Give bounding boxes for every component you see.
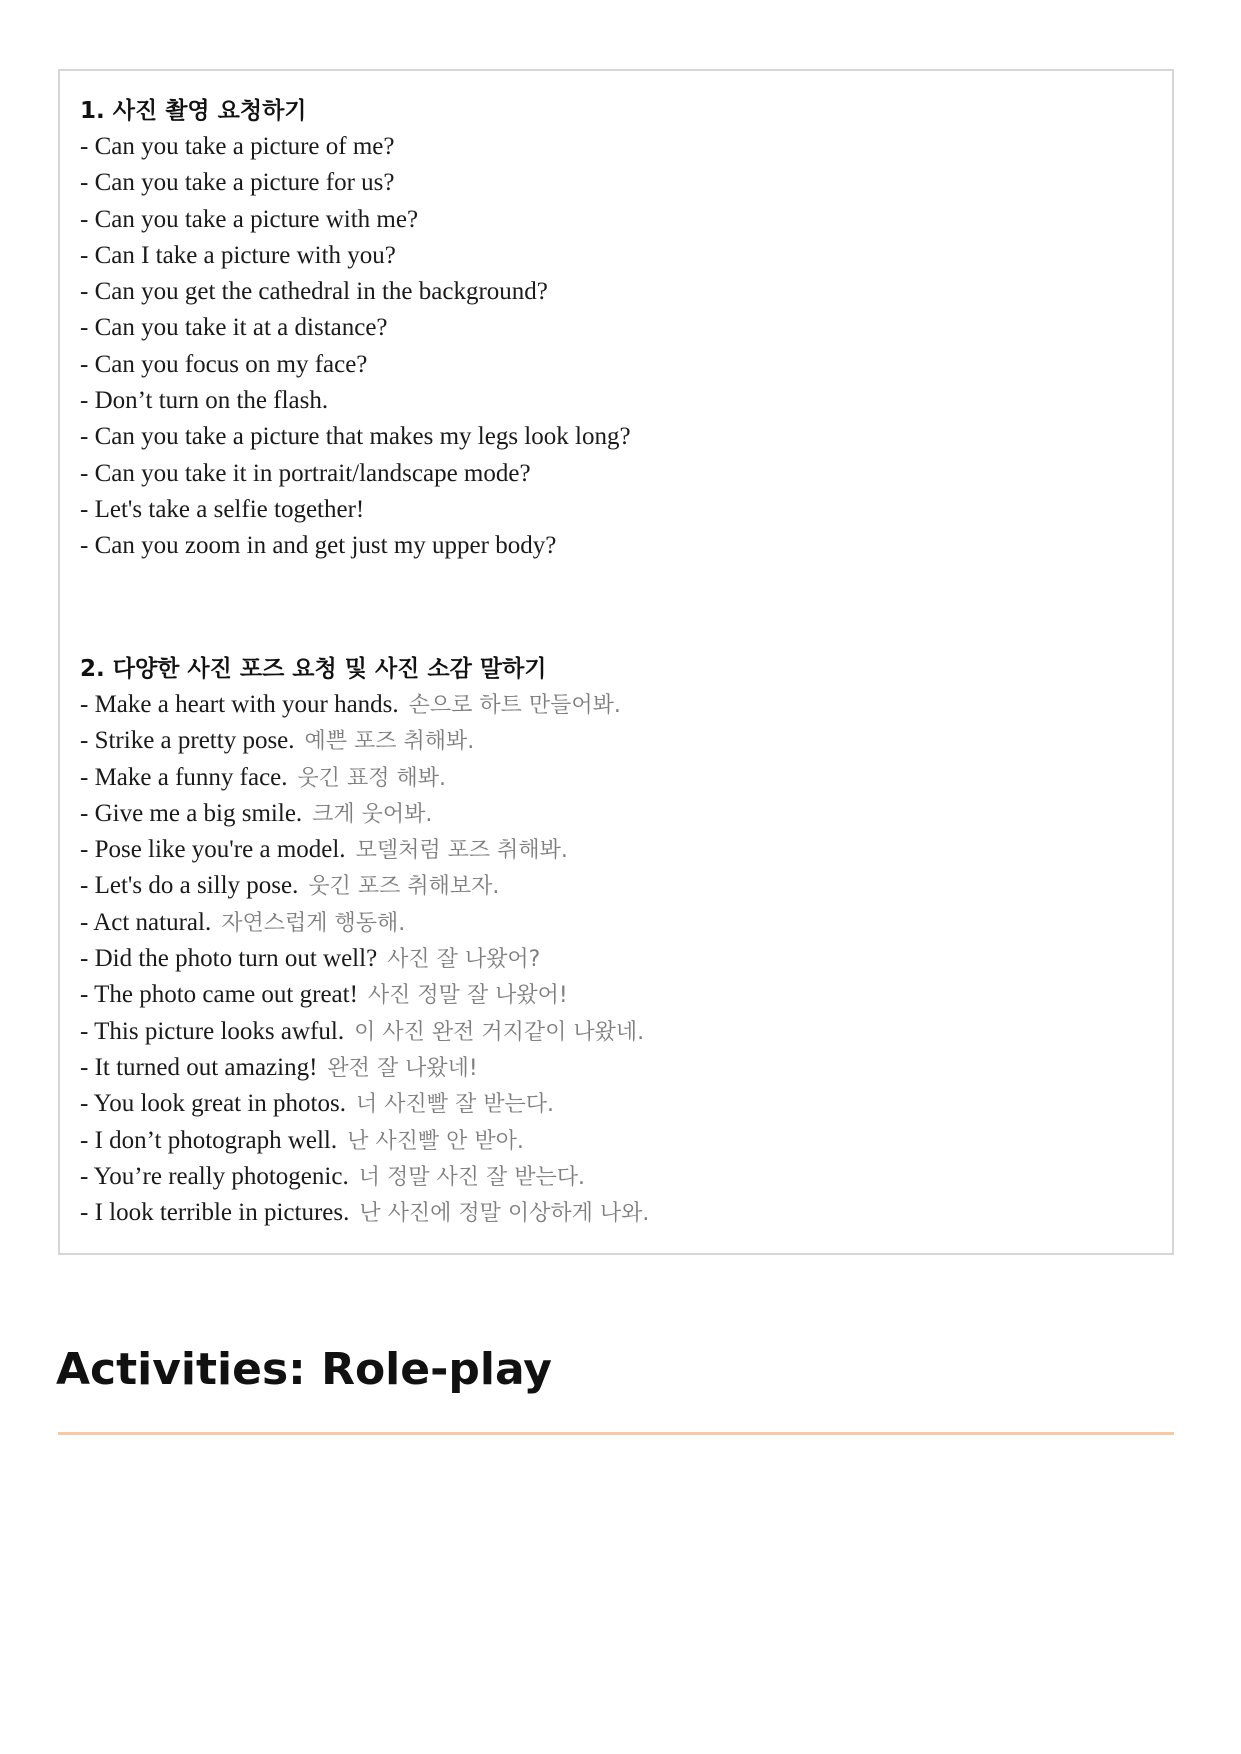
- korean-translation: 난 사진에 정말 이상하게 나와.: [359, 1201, 650, 1227]
- section-1-list: [80, 129, 1152, 565]
- expression-line: [80, 1014, 1152, 1050]
- expression-line: - Can you take a picture with me?: [80, 205, 419, 233]
- expression-line: [80, 905, 1152, 941]
- korean-translation: 모델처럼 포즈 취해봐.: [355, 838, 568, 864]
- english-text: - Make a funny face.: [80, 763, 288, 791]
- expression-line: - Let's take a selfie together!: [80, 495, 365, 523]
- english-text: - Did the photo turn out well?: [80, 945, 378, 973]
- korean-translation: 이 사진 완전 거지같이 나왔네.: [354, 1019, 645, 1045]
- expression-line: - Can you zoom in and get just my upper body?: [80, 532, 557, 560]
- english-text: - Act natural.: [80, 908, 212, 936]
- expression-line: [80, 1050, 1152, 1086]
- english-text: - I don’t photograph well.: [80, 1126, 338, 1154]
- expression-line: [80, 1159, 1152, 1195]
- section-photo-requests: [80, 93, 1152, 565]
- english-text: - Strike a pretty pose.: [80, 727, 295, 755]
- english-text: - You’re really photogenic.: [80, 1162, 349, 1190]
- expression-line: [80, 687, 1152, 723]
- expressions-box: [58, 69, 1174, 1255]
- expression-line: - Can you get the cathedral in the background?: [80, 278, 548, 306]
- english-text: - The photo came out great!: [80, 981, 358, 1009]
- expression-line: [80, 868, 1152, 904]
- expression-line: - Don’t turn on the flash.: [80, 387, 329, 415]
- expression-line: [80, 796, 1152, 832]
- korean-translation: 너 정말 사진 잘 받는다.: [358, 1164, 585, 1190]
- expression-line: - Can I take a picture with you?: [80, 241, 396, 269]
- korean-translation: 사진 정말 잘 나왔어!: [367, 983, 568, 1009]
- expression-line: [80, 760, 1152, 796]
- expression-line: [80, 977, 1152, 1013]
- korean-translation: 난 사진빨 안 받아.: [347, 1128, 524, 1154]
- korean-translation: 크게 웃어봐.: [312, 801, 433, 827]
- english-text: - Pose like you're a model.: [80, 836, 346, 864]
- english-text: - Make a heart with your hands.: [80, 691, 399, 718]
- korean-translation: 웃긴 표정 해봐.: [297, 765, 447, 791]
- korean-translation: 완전 잘 나왔네!: [327, 1055, 478, 1081]
- english-text: - Let's do a silly pose.: [80, 872, 299, 900]
- english-text: - I look terrible in pictures.: [80, 1199, 350, 1227]
- expression-line: - Can you take it in portrait/landscape mode?: [80, 459, 531, 487]
- section-poses-and-reactions: [80, 651, 1152, 1231]
- section-divider: [58, 1432, 1174, 1435]
- expression-line: [80, 723, 1152, 759]
- expression-line: [80, 1086, 1152, 1122]
- korean-translation: 너 사진빨 잘 받는다.: [355, 1092, 554, 1118]
- expression-line: - Can you take it at a distance?: [80, 314, 388, 342]
- expression-line: [80, 1123, 1152, 1159]
- expression-line: [80, 1195, 1152, 1231]
- english-text: - This picture looks awful.: [80, 1017, 345, 1045]
- section-2-heading: 2. 다양한 사진 포즈 요청 및 사진 소감 말하기: [80, 656, 547, 682]
- expression-line: [80, 941, 1152, 977]
- section-1-heading: 1. 사진 촬영 요청하기: [80, 98, 307, 124]
- korean-translation: 손으로 하트 만들어봐.: [408, 693, 621, 718]
- expression-line: [80, 832, 1152, 868]
- korean-translation: 사진 잘 나왔어?: [387, 947, 541, 973]
- expression-line: - Can you take a picture of me?: [80, 133, 395, 160]
- section-2-list: [80, 687, 1152, 1231]
- korean-translation: 예쁜 포즈 취해봐.: [304, 729, 475, 755]
- expression-line: - Can you take a picture that makes my legs look long?: [80, 423, 631, 451]
- expression-line: - Can you take a picture for us?: [80, 169, 395, 197]
- expression-line: - Can you focus on my face?: [80, 350, 368, 378]
- english-text: - You look great in photos.: [80, 1090, 346, 1118]
- english-text: - Give me a big smile.: [80, 799, 303, 827]
- korean-translation: 자연스럽게 행동해.: [221, 910, 406, 936]
- korean-translation: 웃긴 포즈 취해보자.: [308, 874, 500, 900]
- activities-heading: Activities: Role-play: [56, 1344, 552, 1395]
- english-text: - It turned out amazing!: [80, 1053, 318, 1081]
